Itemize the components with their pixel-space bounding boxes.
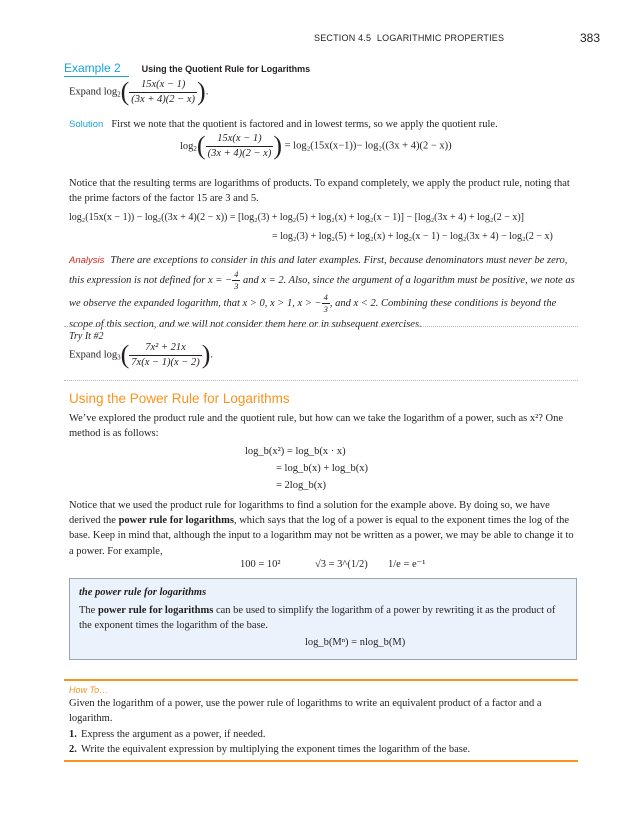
expansion-line-2: = log₂(3) + log₂(5) + log₂(x) + log₂(x − 1) − log₂(3x + 4) − log₂(2 − x) — [272, 231, 553, 242]
para2-start: Notice that we used the product rule for logarithms to find a solution for the example above. By doing so, we have derived the — [69, 500, 550, 527]
rule-box-term: power rule for logarithms — [97, 605, 214, 616]
power-rule-heading: Using the Power Rule for Logarithms — [69, 391, 290, 406]
analysis-frac-1 — [232, 269, 240, 292]
step-text: Express the argument as a power, if needed. — [81, 729, 266, 740]
try-it-prompt: Expand $\log_3$( $\frac{\text{7x² + 21x}}{7x(x - 1)(x - 2)}$ ). — [69, 340, 213, 370]
example-label: Example 2 — [64, 61, 129, 77]
product-note: Notice that the resulting terms are logarithms of products. To expand completely, we apply the product rule, noting that the prime factors of the factor 15 are 3 and 5. — [69, 178, 570, 205]
example-prompt: Expand $\log_2$( $\frac{15x(x - 1)}{(3x + 4)(2 - x)}$ ). — [69, 77, 209, 107]
step-number: 2. — [69, 744, 77, 756]
analysis-text-2: and x = 2. Also, since the argument of a logarithm must be positive, we note as we observe the expanded logarithm, that x > 0, x > 1, x > − — [69, 275, 575, 310]
eq1-fraction — [206, 132, 274, 160]
expansion-line-1: log₂(15x(x − 1)) − log₂((3x + 4)(2 − x)) = [log₂(3) + log₂(5) + log₂(x) + log₂(x − 1)] − [log₂(3x + 4) + log₂(2 − x)] — [69, 212, 525, 223]
eq1-numerator: 15x(x − 1) — [206, 132, 274, 147]
step-number: 1. — [69, 729, 77, 740]
derivation-line-1: log_b(x²) = log_b(x · x) — [245, 446, 346, 457]
prompt-base: 2 — [117, 90, 121, 99]
power-rule-box — [69, 578, 577, 660]
analysis-frac-2-den: 3 — [323, 304, 328, 315]
power-rule-paragraph — [69, 498, 577, 559]
analysis-frac-1-num: 4 — [232, 269, 240, 281]
how-to-top-rule — [64, 679, 578, 681]
eq1-rhs: = log₂(15x(x−1))− log₂((3x + 4)(2 − x)) — [284, 140, 452, 152]
rule-box-text — [79, 603, 569, 633]
analysis-frac-2 — [322, 292, 330, 315]
try-it-label: Try It #2 — [69, 331, 104, 342]
eq1-denominator: (3x + 4)(2 − x) — [207, 147, 272, 159]
analysis-text-3: , and x < 2. Combining these conditions is beyond the scope of this section, and we will not consider them here or in subsequent exercises. — [69, 298, 557, 330]
step-text: Write the equivalent expression by multiplying the exponent times the logarithm of the base. — [81, 744, 471, 756]
section-number: SECTION 4.5 — [314, 33, 372, 43]
running-header — [0, 30, 630, 46]
rule-box-title: the power rule for logarithms — [79, 587, 207, 598]
section-title: LOGARITHMIC PROPERTIES — [376, 33, 505, 43]
try-it-divider — [64, 326, 578, 327]
how-to-bottom-rule — [64, 760, 578, 762]
try-it-denominator: 7x(x − 1)(x − 2) — [131, 356, 200, 368]
prompt-fraction — [129, 78, 197, 106]
prompt-text: Expand log — [69, 86, 118, 98]
page-number: 383 — [580, 31, 601, 45]
example-header — [64, 60, 574, 77]
analysis-frac-2-num: 4 — [322, 292, 330, 304]
how-to-label: How To… — [69, 685, 109, 695]
try-it-fraction — [129, 341, 201, 369]
section-label — [314, 32, 504, 45]
try-it-text: Expand log — [69, 349, 118, 361]
power-example-2: √3 = 3^(1/2) — [315, 559, 368, 570]
how-to-steps — [69, 727, 577, 757]
how-to-text: Given the logarithm of a power, use the power rule of logarithms to write an equivalent product of a factor and a logarithm. — [69, 698, 542, 725]
solution-line — [69, 117, 569, 132]
analysis-text-1: There are exceptions to consider in this and later examples. First, because denominators must never be zero, this expression is not defined for x = − — [69, 255, 568, 287]
power-example-3: 1/e = e⁻¹ — [388, 559, 426, 570]
how-to-step — [69, 727, 577, 742]
quotient-equation: $\log_2$( $\frac{15x(x - 1)}{(3x + 4)(2 - x)}$ ) = log₂(15x(x−1))− log₂((3x + 4)(2 − x)) — [180, 131, 452, 161]
power-example-1: 100 = 10² — [240, 559, 281, 570]
para2-end: , which says that the log of a power is equal to the exponent times the log of the base. Keep in mind that, although the input to a logarithm may not be written as a power, we may be able to change it to a power. For example, — [69, 515, 574, 557]
prompt-denominator: (3x + 4)(2 − x) — [131, 93, 196, 105]
power-rule-intro: We’ve explored the product rule and the quotient rule, but how can we take the logarithm of a power, such as x²? One method is as follows: — [69, 413, 564, 440]
rule-box-formula: log_b(Mⁿ) = nlog_b(M) — [305, 637, 406, 648]
para2-term: power rule for logarithms — [118, 515, 234, 527]
analysis-frac-1-den: 3 — [234, 281, 239, 292]
analysis-label: Analysis — [69, 255, 105, 266]
how-to-step — [69, 742, 577, 757]
try-it-divider-bottom — [64, 380, 578, 381]
eq1-lhs-log: $\log_2$ — [180, 140, 197, 153]
rule-box-text-start: The — [79, 605, 96, 616]
derivation-line-2: = log_b(x) + log_b(x) — [276, 463, 369, 474]
example-title: Using the Quotient Rule for Logarithms — [141, 64, 311, 74]
try-it-base: 3 — [117, 353, 121, 362]
try-it-numerator: 7x² + 21x — [129, 341, 201, 356]
derivation-line-3: = 2log_b(x) — [276, 480, 326, 491]
analysis-block — [69, 252, 577, 333]
prompt-numerator: 15x(x − 1) — [129, 78, 197, 93]
rule-box-text-end: can be used to simplify the logarithm of a power by rewriting it as the product of the exponent times the logarithm of the base. — [79, 605, 556, 632]
solution-label: Solution — [69, 119, 104, 130]
solution-text: First we note that the quotient is factored and in lowest terms, so we apply the quotient rule. — [111, 119, 498, 130]
